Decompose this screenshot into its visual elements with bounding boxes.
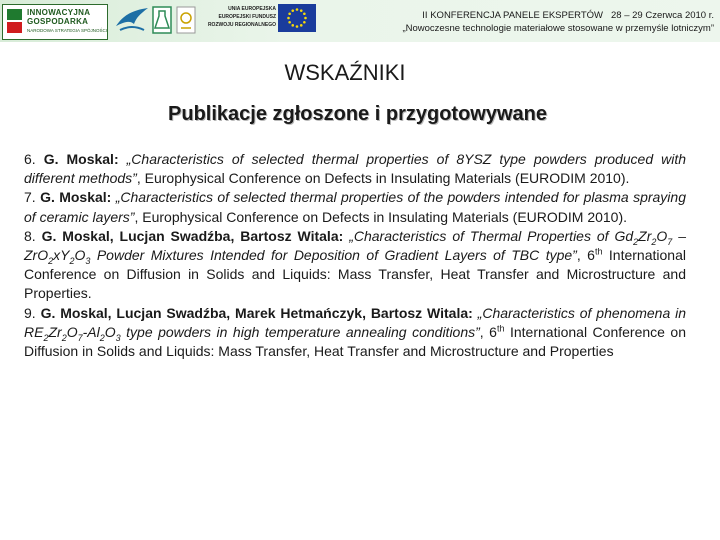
eu-star-icon bbox=[291, 9, 294, 12]
publication-item: 6. G. Moskal: „Characteristics of selected thermal properties of 8YSZ type powders produced with different methods”, Europhysical Conference on Defects in Insulating Materials (EURODIM 2010). bbox=[24, 151, 687, 187]
logo-line-1: INNOWACYJNA bbox=[27, 8, 91, 17]
publication-title: „Characteristics of Thermal Properties of $Gd_2Zr_2O_7 - ZrO_2xY_2O_3$ Powder Mixtures Intended for Deposition of Gradient Layers of TBC type” bbox=[24, 227, 686, 266]
publication-venue: , 6th International Conference on Diffusion in Solids and Liquids: Mass Transfer, Heat Transfer and Microstructure and Properties bbox=[24, 323, 686, 360]
publication-title: „Characteristics of selected thermal properties of 8YSZ type powders produced with different methods” bbox=[24, 151, 687, 187]
publication-venue: , 6th International Conference on Diffusion in Solids and Liquids: Mass Transfer, Heat Transfer and Microstructure and Properties. bbox=[24, 246, 686, 302]
innowacyjna-gospodarka-logo bbox=[2, 4, 108, 40]
eu-star-icon bbox=[291, 24, 294, 27]
publication-authors: G. Moskal, Lucjan Swadźba, Bartosz Witala: bbox=[41, 227, 344, 244]
eu-star-icon bbox=[300, 24, 303, 27]
conference-info bbox=[354, 9, 714, 35]
eu-star-icon bbox=[303, 12, 306, 15]
eu-star-icon bbox=[296, 25, 299, 28]
publication-title: „Characteristics of phenomena in $RE_2Zr_2O_7-Al_2O_3$ type powders in high temperature annealing conditions” bbox=[24, 304, 687, 343]
eu-star-icon bbox=[296, 8, 299, 11]
conference-name: II KONFERENCJA PANELE EKSPERTÓW bbox=[422, 10, 604, 21]
lab-flask-logo-icon bbox=[152, 6, 172, 34]
conference-subtitle: „Nowoczesne technologie materiałowe stosowane w przemyśle lotniczym” bbox=[402, 23, 714, 34]
eu-star-icon bbox=[304, 17, 307, 20]
eu-star-icon bbox=[303, 21, 306, 24]
publication-item: 7. G. Moskal: „Characteristics of selected thermal properties of the powders intended for plasma spraying of ceramic layers”, Europhysical Conference on Defects in Insulating Materials (EURODIM 2010). bbox=[24, 189, 686, 225]
publication-venue: , Europhysical Conference on Defects in Insulating Materials (EURODIM 2010). bbox=[136, 170, 630, 187]
eu-star-icon bbox=[287, 17, 290, 20]
publication-title: „Characteristics of selected thermal properties of the powders intended for plasma spraying of ceramic layers” bbox=[24, 189, 686, 225]
eu-line-1: UNIA EUROPEJSKA bbox=[228, 6, 276, 12]
eu-text-block bbox=[198, 5, 276, 29]
publication-authors: G. Moskal: bbox=[40, 189, 112, 206]
bird-logo-icon bbox=[114, 4, 150, 38]
header-banner bbox=[0, 0, 720, 42]
publication-item: 8. G. Moskal, Lucjan Swadźba, Bartosz Witala: „Characteristics of Thermal Properties of $Gd_2Zr_2O_7 - ZrO_2xY_2O_3$ Powder Mixtures Intended for Deposition of Gradient Layers of TBC type”, 6th International Conference on Diffusion in Solids and Liquids: Mass Transfer, Heat Transfer and Microstructure and Properties. bbox=[24, 227, 686, 302]
page-title: WSKAŹNIKI bbox=[284, 60, 406, 85]
publication-item: 9. G. Moskal, Lucjan Swadźba, Marek Hetmańczyk, Bartosz Witala: „Characteristics of phenomena in $RE_2Zr_2O_7-Al_2O_3$ type powders in high temperature annealing conditions”, 6th International Conference on Diffusion in Solids and Liquids: Mass Transfer, Heat Transfer and Microstructure and Properties bbox=[24, 304, 687, 360]
publication-authors: G. Moskal, Lucjan Swadźba, Marek Hetmańczyk, Bartosz Witala: bbox=[40, 304, 473, 321]
eu-line-3: ROZWOJU REGIONALNEGO bbox=[207, 22, 276, 28]
eu-star-icon bbox=[300, 9, 303, 12]
eu-star-icon bbox=[288, 12, 291, 15]
eu-line-2: EUROPEJSKI FUNDUSZ bbox=[218, 14, 276, 20]
publication-authors: G. Moskal: bbox=[43, 151, 119, 167]
publication-venue: , Europhysical Conference on Defects in Insulating Materials (EURODIM 2010). bbox=[134, 208, 628, 225]
flag-stripe-icon bbox=[7, 9, 22, 33]
logo-line-2: GOSPODARKA bbox=[27, 17, 89, 26]
eu-star-icon bbox=[288, 21, 291, 24]
conference-dates: 28 – 29 Czerwca 2010 r. bbox=[611, 10, 714, 21]
institute-logo-icon bbox=[176, 6, 196, 34]
logo-line-3: NARODOWA STRATEGIA SPÓJNOŚCI bbox=[27, 28, 108, 33]
page-subtitle: Publikacje zgłoszone i przygotowywane bbox=[168, 103, 547, 125]
eu-flag-icon bbox=[278, 4, 316, 32]
publications-list bbox=[24, 150, 686, 361]
